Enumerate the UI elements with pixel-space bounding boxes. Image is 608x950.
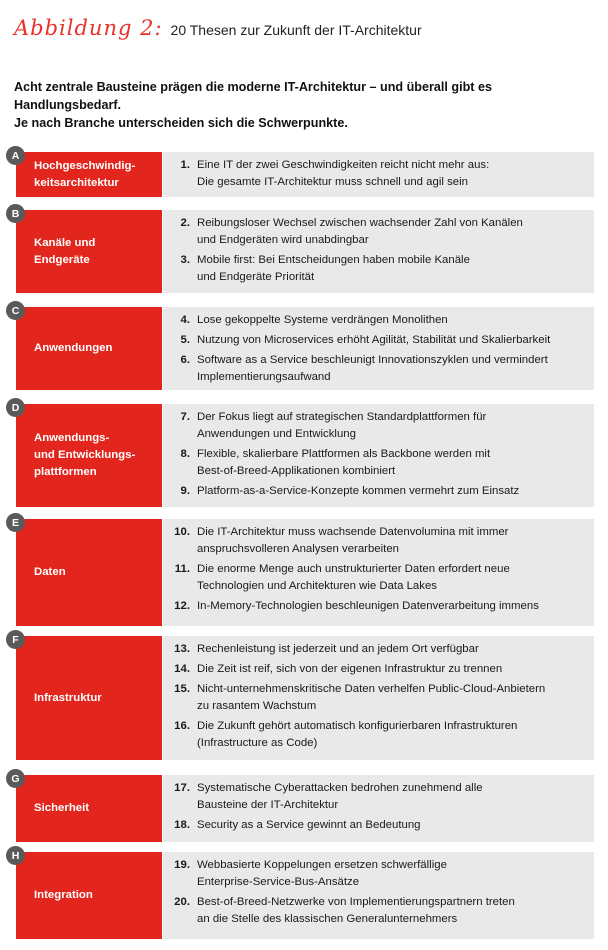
thesis-list (163, 307, 594, 390)
thesis-number: 19. (174, 859, 190, 871)
thesis-text: Die enorme Menge auch unstrukturierter Daten erfordert neue Technologien und Architekturen wie Data Lakes (197, 563, 510, 593)
thesis-list (163, 852, 594, 939)
section-h (11, 849, 594, 939)
thesis-item (163, 857, 586, 891)
thesis-number: 14. (174, 663, 190, 676)
thesis-list (163, 636, 594, 760)
figure-title: 20 Thesen zur Zukunft der IT-Architektur (170, 22, 422, 38)
category-box (16, 852, 162, 939)
thesis-item (163, 524, 586, 558)
category-label: Hochgeschwindig- keitsarchitektur (34, 159, 136, 189)
thesis-item (163, 681, 586, 715)
thesis-item (163, 718, 586, 752)
thesis-item (163, 483, 586, 500)
thesis-item (163, 561, 586, 595)
thesis-item (163, 312, 586, 329)
thesis-item (163, 641, 586, 658)
section-letter-badge: B (6, 204, 25, 223)
thesis-number: 2. (180, 217, 190, 229)
thesis-item (163, 157, 586, 191)
thesis-item (163, 352, 586, 386)
thesis-number: 13. (174, 643, 190, 655)
thesis-text: Nutzung von Microservices erhöht Agilität, Stabilität und Skalierbarkeit (197, 334, 551, 347)
thesis-list (163, 152, 594, 197)
section-letter-badge: E (6, 513, 25, 532)
thesis-text: Die Zeit ist reif, sich von der eigenen Infrastruktur zu trennen (197, 663, 503, 676)
thesis-item (163, 215, 586, 249)
thesis-text: In-Memory-Technologien beschleunigen Datenverarbeitung immens (197, 600, 539, 613)
thesis-item (163, 598, 586, 615)
thesis-text: Webbasierte Koppelungen ersetzen schwerfällige Enterprise-Service-Bus-Ansätze (197, 859, 447, 889)
thesis-number: 4. (180, 314, 190, 326)
category-box (16, 519, 162, 626)
category-box (16, 404, 162, 507)
thesis-list (163, 404, 594, 507)
thesis-number: 5. (180, 334, 190, 347)
section-a (11, 149, 594, 197)
section-letter-badge: A (6, 146, 25, 165)
thesis-text: Software as a Service beschleunigt Innovationszyklen und vermindert Implementierungsaufwand (197, 354, 548, 384)
section-letter-badge: C (6, 301, 25, 320)
thesis-item (163, 817, 586, 834)
thesis-text: Reibungsloser Wechsel zwischen wachsender Zahl von Kanälen und Endgeräten wird unabdingbar (197, 217, 523, 247)
thesis-number: 3. (180, 254, 190, 267)
section-b (11, 207, 594, 293)
thesis-number: 10. (174, 526, 190, 538)
thesis-number: 8. (180, 448, 190, 461)
category-box (16, 152, 162, 197)
thesis-item (163, 409, 586, 443)
category-label: Daten (34, 566, 66, 578)
thesis-number: 1. (180, 159, 190, 171)
section-f (12, 633, 594, 760)
category-label: Anwendungs- und Entwicklungs- plattformen (34, 432, 136, 478)
thesis-item (163, 332, 586, 349)
thesis-text: Nicht-unternehmenskritische Daten verhelfen Public-Cloud-Anbietern zu rasantem Wachstum (197, 683, 546, 713)
section-letter-badge: D (6, 398, 25, 417)
thesis-list (163, 519, 594, 626)
thesis-item (163, 446, 586, 480)
figure-header (14, 16, 422, 46)
category-label: Infrastruktur (34, 691, 102, 704)
thesis-text: Rechenleistung ist jederzeit und an jedem Ort verfügbar (197, 643, 479, 655)
thesis-text: Der Fokus liegt auf strategischen Standardplattformen für Anwendungen und Entwicklung (197, 411, 487, 441)
thesis-number: 6. (180, 354, 190, 367)
thesis-number: 11. (174, 563, 190, 576)
thesis-number: 17. (174, 782, 190, 794)
category-label: Anwendungen (34, 342, 113, 354)
thesis-item (163, 894, 586, 928)
section-c (11, 304, 594, 390)
thesis-item (163, 252, 586, 286)
category-label: Sicherheit (34, 802, 90, 814)
section-e (11, 516, 594, 626)
thesis-number: 16. (174, 720, 190, 733)
thesis-list (163, 775, 594, 842)
thesis-text: Eine IT der zwei Geschwindigkeiten reicht nicht mehr aus: Die gesamte IT-Architektur muss schnell und agil sein (197, 159, 490, 189)
section-d (11, 401, 594, 507)
thesis-text: Platform-as-a-Service-Konzepte kommen vermehrt zum Einsatz (197, 485, 520, 498)
intro-text: Acht zentrale Bausteine prägen die moderne IT-Architektur – und überall gibt es Handlungsbedarf. Je nach Branche unterscheiden sich die Schwerpunkte. (14, 80, 492, 130)
thesis-text: Security as a Service gewinnt an Bedeutung (197, 819, 421, 832)
thesis-item (163, 661, 586, 678)
thesis-list (163, 210, 594, 293)
category-box (16, 307, 162, 390)
thesis-item (163, 780, 586, 814)
thesis-number: 9. (180, 485, 190, 498)
category-label: Integration (34, 889, 93, 901)
category-box (16, 775, 162, 842)
thesis-number: 15. (174, 683, 190, 696)
section-letter-badge: F (6, 630, 25, 649)
thesis-text: Flexible, skalierbare Plattformen als Backbone werden mit Best-of-Breed-Applikationen kombiniert (197, 448, 491, 478)
thesis-text: Die Zukunft gehört automatisch konfigurierbaren Infrastrukturen (Infrastructure as Code) (197, 720, 518, 750)
thesis-text: Lose gekoppelte Systeme verdrängen Monolithen (197, 314, 448, 326)
section-letter-badge: G (6, 769, 25, 788)
thesis-text: Systematische Cyberattacken bedrohen zunehmend alle Bausteine der IT-Architektur (197, 782, 483, 812)
category-label: Kanäle und Endgeräte (34, 236, 96, 266)
thesis-text: Die IT-Architektur muss wachsende Datenvolumina mit immer anspruchsvolleren Analysen verarbeiten (197, 526, 509, 556)
category-box (16, 210, 162, 293)
section-letter-badge: H (6, 846, 25, 865)
thesis-number: 12. (174, 600, 190, 613)
thesis-number: 7. (180, 411, 190, 423)
category-box (16, 636, 162, 760)
thesis-text: Best-of-Breed-Netzwerke von Implementierungspartnern treten an die Stelle des klassischen Generalunternehmers (197, 896, 515, 926)
figure-label: Abbildung 2: (14, 16, 163, 40)
thesis-number: 18. (174, 819, 190, 832)
thesis-text: Mobile first: Bei Entscheidungen haben mobile Kanäle und Endgeräte Priorität (197, 254, 470, 284)
section-g (11, 772, 594, 842)
thesis-number: 20. (174, 896, 190, 909)
